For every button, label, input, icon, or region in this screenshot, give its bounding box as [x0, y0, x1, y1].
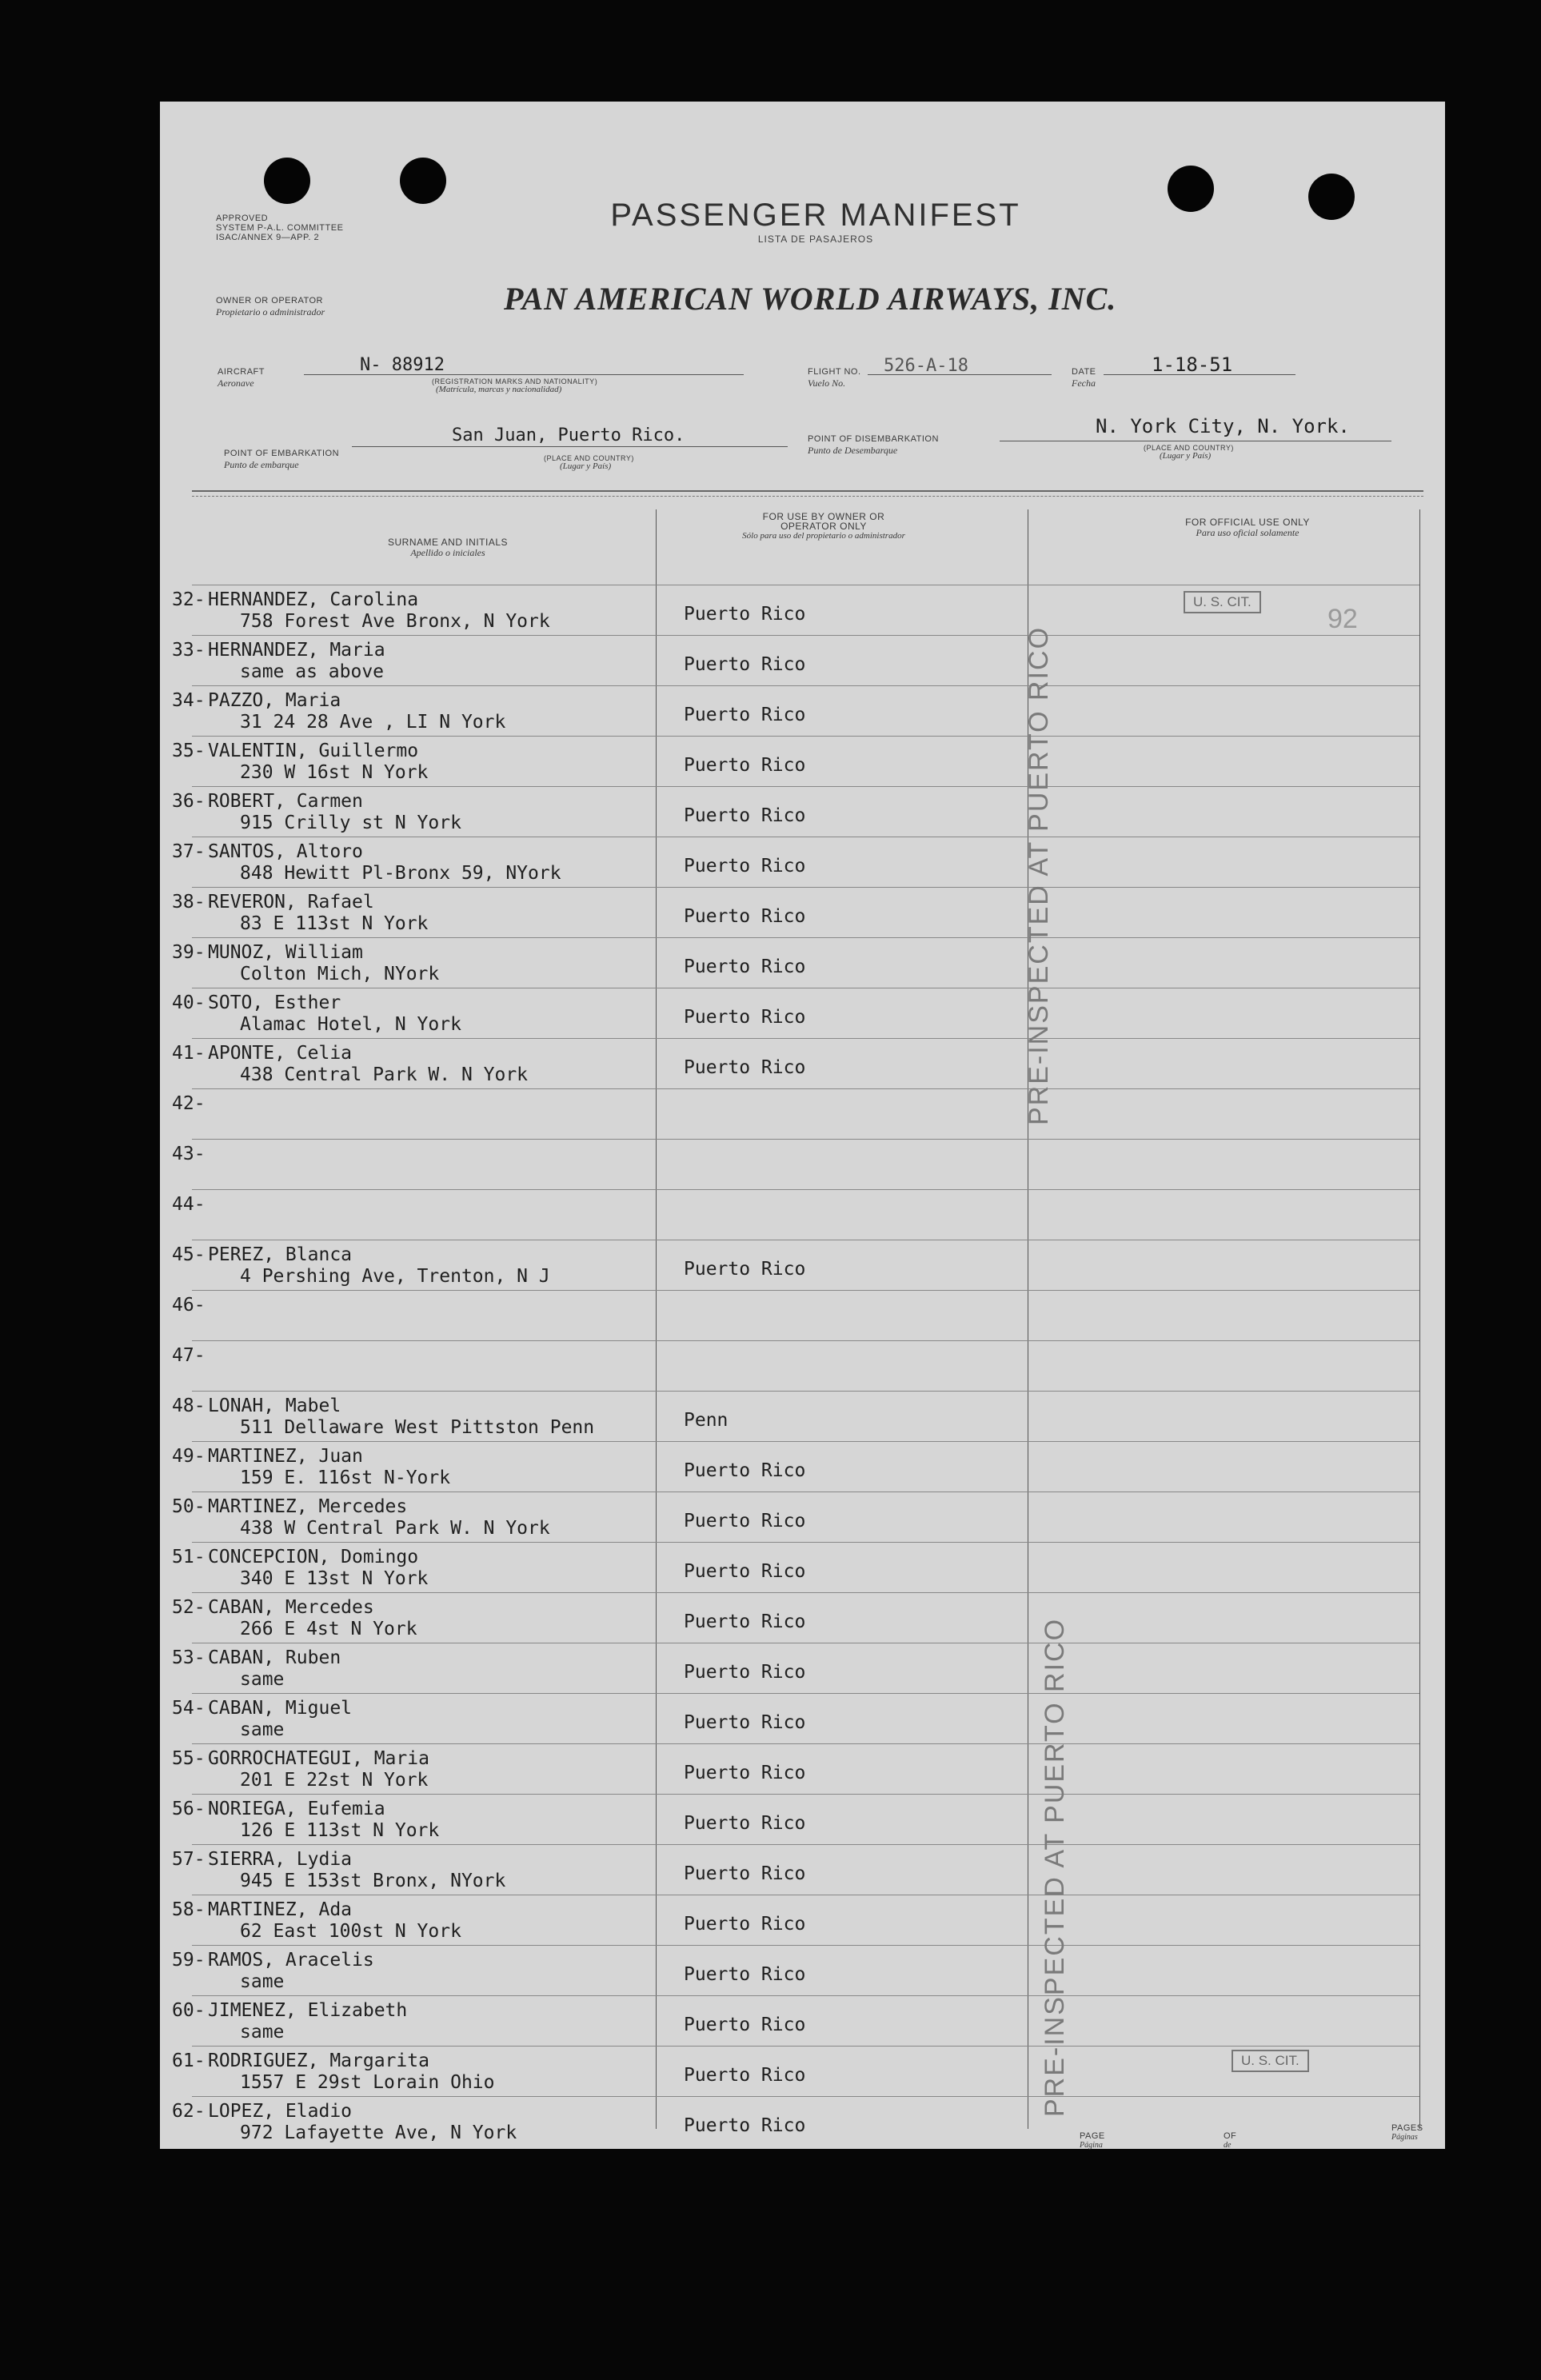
embark-place-note: (PLACE AND COUNTRY) [544, 454, 634, 462]
passenger-number: 44- [172, 1194, 206, 1215]
passenger-name: SANTOS, Altoro [208, 841, 363, 862]
passenger-address: 1557 E 29st Lorain Ohio [240, 2072, 495, 2093]
passenger-origin: Puerto Rico [684, 705, 806, 725]
passenger-number: 43- [172, 1144, 206, 1164]
passenger-origin: Puerto Rico [684, 856, 806, 877]
passenger-number: 53- [172, 1647, 206, 1668]
passenger-origin: Puerto Rico [684, 755, 806, 776]
passenger-number: 45- [172, 1244, 206, 1265]
passenger-number: 49- [172, 1446, 206, 1467]
passenger-number: 36- [172, 791, 206, 812]
passenger-name: MARTINEZ, Ada [208, 1899, 353, 1920]
row-divider [192, 2046, 1419, 2047]
passenger-origin: Puerto Rico [684, 654, 806, 675]
passenger-origin: Puerto Rico [684, 1057, 806, 1078]
us-citizen-stamp: U. S. CIT. [1184, 591, 1261, 613]
passenger-address: same [240, 1719, 285, 1740]
passenger-address: 511 Dellaware West Pittston Penn [240, 1417, 595, 1438]
row-divider [192, 736, 1419, 737]
passenger-name: RAMOS, Aracelis [208, 1950, 374, 1971]
passenger-origin: Puerto Rico [684, 956, 806, 977]
passenger-name: HERNANDEZ, Maria [208, 640, 385, 661]
passenger-address: 31 24 28 Ave , LI N York [240, 712, 506, 733]
embark-place-note-es: (Lugar y País) [560, 461, 612, 471]
passenger-name: NORIEGA, Eufemia [208, 1799, 385, 1819]
passenger-origin: Penn [684, 1410, 729, 1431]
passenger-origin: Puerto Rico [684, 1259, 806, 1280]
approval-line: ISAC/ANNEX 9—APP. 2 [216, 233, 320, 242]
row-divider [192, 1794, 1419, 1795]
column-title: FOR OFFICIAL USE ONLY [1185, 517, 1310, 528]
passenger-address: 83 E 113st N York [240, 913, 429, 934]
row-divider [192, 1743, 1419, 1744]
passenger-number: 39- [172, 942, 206, 963]
passenger-number: 56- [172, 1799, 206, 1819]
embark-label-es: Punto de embarque [224, 459, 299, 470]
aircraft-note: (REGISTRATION MARKS AND NATIONALITY) [432, 377, 598, 385]
column-header-official [1120, 517, 1375, 539]
column-header-operator [736, 512, 912, 541]
row-divider [192, 887, 1419, 888]
passenger-address: 230 W 16st N York [240, 762, 429, 783]
owner-label: OWNER OR OPERATOR [216, 296, 323, 305]
passenger-name: REVERON, Rafael [208, 892, 374, 912]
passenger-origin: Puerto Rico [684, 1813, 806, 1834]
row-divider [192, 1693, 1419, 1694]
passenger-number: 59- [172, 1950, 206, 1971]
footer-page-label-es: Página [1080, 2141, 1103, 2150]
passenger-number: 46- [172, 1295, 206, 1316]
row-divider [192, 786, 1419, 787]
row-divider [192, 1038, 1419, 1039]
row-divider [192, 1844, 1419, 1845]
passenger-address: same [240, 2022, 285, 2043]
passenger-origin: Puerto Rico [684, 805, 806, 826]
disembark-label: POINT OF DISEMBARKATION [808, 434, 939, 444]
passenger-origin: Puerto Rico [684, 1511, 806, 1531]
passenger-number: 37- [172, 841, 206, 862]
punch-hole [264, 158, 310, 204]
passenger-number: 38- [172, 892, 206, 912]
official-count: 92 [1327, 604, 1358, 634]
passenger-address: 972 Lafayette Ave, N York [240, 2122, 517, 2143]
passenger-name: SOTO, Esther [208, 992, 341, 1013]
us-citizen-stamp: U. S. CIT. [1232, 2050, 1309, 2072]
passenger-number: 51- [172, 1547, 206, 1567]
passenger-number: 42- [172, 1093, 206, 1114]
passenger-number: 52- [172, 1597, 206, 1618]
row-divider [192, 1542, 1419, 1543]
passenger-origin: Puerto Rico [684, 1964, 806, 1985]
row-divider [192, 2096, 1419, 2097]
approval-note [216, 214, 343, 242]
passenger-address: same [240, 1971, 285, 1992]
column-header-surname [264, 537, 632, 559]
passenger-number: 35- [172, 741, 206, 761]
column-title: SURNAME AND INITIALS [387, 537, 509, 548]
title-block [592, 198, 1040, 245]
passenger-name: ROBERT, Carmen [208, 791, 363, 812]
punch-hole [1308, 174, 1355, 220]
embark-label: POINT OF EMBARKATION [224, 449, 340, 458]
passenger-name: MARTINEZ, Juan [208, 1446, 363, 1467]
passenger-address: 340 E 13st N York [240, 1568, 429, 1589]
row-divider [192, 1189, 1419, 1190]
passenger-number: 40- [172, 992, 206, 1013]
column-title-es: Sólo para uso del propietario o administrador [742, 531, 905, 541]
row-divider [192, 1945, 1419, 1946]
row-divider [192, 1491, 1419, 1492]
row-divider [192, 1290, 1419, 1291]
flight-value: 526-A-18 [884, 356, 968, 376]
pre-inspected-stamp: PRE-INSPECTED AT PUERTO RICO [1024, 625, 1054, 1125]
passenger-origin: Puerto Rico [684, 1611, 806, 1632]
passenger-origin: Puerto Rico [684, 906, 806, 927]
passenger-name: CABAN, Mercedes [208, 1597, 374, 1618]
passenger-number: 57- [172, 1849, 206, 1870]
footer-pages-label-es: Páginas [1391, 2133, 1418, 2142]
passenger-address: 266 E 4st N York [240, 1619, 417, 1639]
column-title: FOR USE BY OWNER OR OPERATOR ONLY [762, 511, 885, 532]
flight-label: FLIGHT NO. [808, 367, 861, 377]
page-subtitle: LISTA DE PASAJEROS [757, 234, 874, 245]
passenger-address: 159 E. 116st N-York [240, 1468, 451, 1488]
passenger-origin: Puerto Rico [684, 604, 806, 625]
passenger-origin: Puerto Rico [684, 1863, 806, 1884]
owner-value: PAN AMERICAN WORLD AIRWAYS, INC. [504, 281, 1117, 317]
passenger-origin: Puerto Rico [684, 1763, 806, 1783]
aircraft-label: AIRCRAFT [218, 367, 265, 377]
passenger-number: 54- [172, 1698, 206, 1719]
disembark-place-note-es: (Lugar y País) [1160, 451, 1212, 461]
date-value: 1-18-51 [1152, 353, 1233, 376]
passenger-number: 61- [172, 2051, 206, 2071]
passenger-address: 4 Pershing Ave, Trenton, N J [240, 1266, 550, 1287]
passenger-name: GORROCHATEGUI, Maria [208, 1748, 429, 1769]
row-divider [192, 1088, 1419, 1089]
passenger-name: HERNANDEZ, Carolina [208, 589, 419, 610]
passenger-number: 34- [172, 690, 206, 711]
passenger-address: 62 East 100st N York [240, 1921, 461, 1942]
passenger-number: 62- [172, 2101, 206, 2122]
passenger-number: 60- [172, 2000, 206, 2021]
passenger-number: 48- [172, 1396, 206, 1416]
row-divider [192, 1139, 1419, 1140]
disembark-value: N. York City, N. York. [1096, 415, 1350, 437]
aircraft-note-es: (Matrícula, marcas y nacionalidad) [436, 385, 562, 394]
row-divider [192, 685, 1419, 686]
passenger-name: CONCEPCION, Domingo [208, 1547, 419, 1567]
passenger-name: APONTE, Celia [208, 1043, 353, 1064]
date-label-es: Fecha [1072, 377, 1096, 389]
column-title-es: Para uso oficial solamente [1196, 527, 1299, 538]
footer-of-label: OF [1224, 2131, 1237, 2141]
passenger-address: same as above [240, 661, 385, 682]
approval-line: APPROVED [216, 214, 269, 223]
footer-of-label-es: de [1224, 2141, 1232, 2150]
passenger-name: PAZZO, Maria [208, 690, 341, 711]
passenger-origin: Puerto Rico [684, 1460, 806, 1481]
row-divider [192, 1441, 1419, 1442]
passenger-address: same [240, 1669, 285, 1690]
passenger-origin: Puerto Rico [684, 1007, 806, 1028]
passenger-number: 41- [172, 1043, 206, 1064]
passenger-name: SIERRA, Lydia [208, 1849, 353, 1870]
passenger-address: 126 E 113st N York [240, 1820, 440, 1841]
embark-value: San Juan, Puerto Rico. [452, 425, 685, 445]
row-divider [192, 1995, 1419, 1996]
passenger-number: 55- [172, 1748, 206, 1769]
passenger-origin: Puerto Rico [684, 1712, 806, 1733]
passenger-address: 758 Forest Ave Bronx, N York [240, 611, 550, 632]
date-label: DATE [1072, 367, 1096, 377]
page-title: PASSENGER MANIFEST [610, 198, 1021, 233]
passenger-address: 848 Hewitt Pl-Bronx 59, NYork [240, 863, 561, 884]
passenger-address: 201 E 22st N York [240, 1770, 429, 1791]
passenger-number: 33- [172, 640, 206, 661]
approval-line: SYSTEM P-A.L. COMMITTEE [216, 223, 344, 233]
passenger-name: LONAH, Mabel [208, 1396, 341, 1416]
row-divider [192, 1340, 1419, 1341]
passenger-origin: Puerto Rico [684, 2015, 806, 2035]
passenger-address: 915 Crilly st N York [240, 813, 461, 833]
footer-page-label: PAGE [1080, 2131, 1105, 2141]
column-title-es: Apellido o iniciales [410, 547, 485, 558]
punch-hole [400, 158, 446, 204]
passenger-origin: Puerto Rico [684, 1914, 806, 1935]
passenger-origin: Puerto Rico [684, 1561, 806, 1582]
passenger-origin: Puerto Rico [684, 2115, 806, 2136]
passenger-address: 438 W Central Park W. N York [240, 1518, 550, 1539]
row-divider [192, 635, 1419, 636]
row-divider [192, 1592, 1419, 1593]
passenger-name: CABAN, Miguel [208, 1698, 353, 1719]
flight-label-es: Vuelo No. [808, 377, 846, 389]
passenger-origin: Puerto Rico [684, 1662, 806, 1683]
owner-label-es: Propietario o administrador [216, 306, 325, 317]
passenger-name: JIMENEZ, Elizabeth [208, 2000, 408, 2021]
passenger-name: LOPEZ, Eladio [208, 2101, 353, 2122]
disembark-place-note: (PLACE AND COUNTRY) [1144, 444, 1234, 452]
passenger-number: 58- [172, 1899, 206, 1920]
passenger-address: 438 Central Park W. N York [240, 1064, 529, 1085]
passenger-number: 47- [172, 1345, 206, 1366]
pre-inspected-stamp: PRE-INSPECTED AT PUERTO RICO [1040, 1617, 1070, 2117]
passenger-name: MUNOZ, William [208, 942, 363, 963]
passenger-number: 32- [172, 589, 206, 610]
passenger-address: 945 E 153st Bronx, NYork [240, 1871, 506, 1891]
aircraft-label-es: Aeronave [218, 377, 254, 389]
passenger-origin: Puerto Rico [684, 2065, 806, 2086]
row-divider [192, 937, 1419, 938]
row-divider [192, 1391, 1419, 1392]
punch-hole [1168, 166, 1214, 212]
passenger-name: VALENTIN, Guillermo [208, 741, 419, 761]
aircraft-value: N- 88912 [360, 355, 445, 375]
passenger-name: RODRIGUEZ, Margarita [208, 2051, 429, 2071]
passenger-address: Colton Mich, NYork [240, 964, 440, 984]
passenger-name: CABAN, Ruben [208, 1647, 341, 1668]
passenger-number: 50- [172, 1496, 206, 1517]
passenger-name: MARTINEZ, Mercedes [208, 1496, 408, 1517]
passenger-name: PEREZ, Blanca [208, 1244, 353, 1265]
disembark-label-es: Punto de Desembarque [808, 445, 898, 456]
footer-pages-label: PAGES [1391, 2123, 1423, 2133]
passenger-address: Alamac Hotel, N York [240, 1014, 461, 1035]
manifest-sheet [160, 102, 1445, 2149]
